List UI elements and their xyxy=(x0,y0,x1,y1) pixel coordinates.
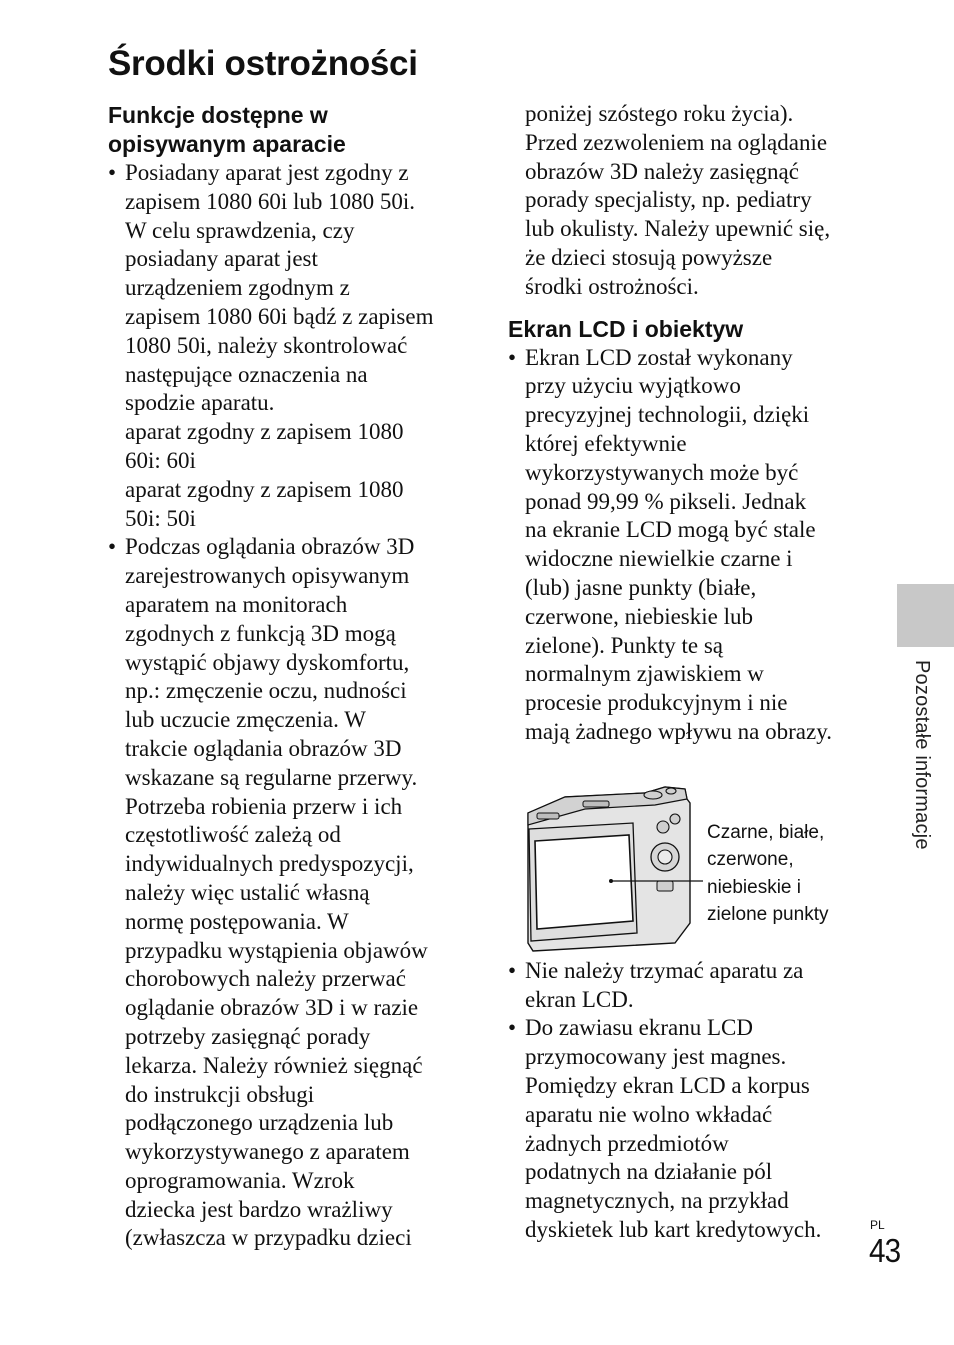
text-line: widoczne niewielkie czarne i xyxy=(525,546,793,572)
text-line: której efektywnie xyxy=(525,430,687,456)
text-line: czerwone, niebieskie lub xyxy=(525,603,753,629)
text-line: (lub) jasne punkty (białe, xyxy=(525,574,757,600)
page-title: Środki ostrożności xyxy=(108,44,418,83)
text-line: chorobowych należy przerwać xyxy=(125,966,406,992)
text-line: obrazów 3D należy zasięgnąć xyxy=(525,158,799,184)
text-line: lekarza. Należy również sięgnąć xyxy=(125,1052,423,1078)
text-line: spodzie aparatu. xyxy=(125,390,275,416)
text-line: W celu sprawdzenia, czy xyxy=(125,217,355,243)
text-line: dyskietek lub kart kredytowych. xyxy=(525,1216,822,1242)
text-line: zielone). Punkty te są xyxy=(525,632,724,658)
text-line: podłączonego urządzenia lub xyxy=(125,1110,394,1136)
heading-line: Funkcje dostępne w xyxy=(108,102,328,128)
text-line: przy użyciu wyjątkowo xyxy=(525,373,741,399)
text-line: wykorzystywanych może być xyxy=(525,459,799,485)
text-line: aparat zgodny z zapisem 1080 xyxy=(125,476,404,502)
text-line: normę postępowania. W xyxy=(125,908,349,934)
text-line: normalnym zjawiskiem w xyxy=(525,661,764,687)
text-line: lub okulisty. Należy upewnić się, xyxy=(525,216,831,242)
lcd-dots-callout xyxy=(707,819,877,929)
left-column xyxy=(108,101,458,1253)
text-line: przymocowany jest magnes. xyxy=(525,1044,787,1070)
text-line: wystąpić objawy dyskomfortu, xyxy=(125,649,410,675)
callout-line: czerwone, xyxy=(707,849,794,871)
text-line: Przed zezwoleniem na oglądanie xyxy=(525,129,828,155)
text-line: precyzyjnej technologii, dzięki xyxy=(525,402,810,428)
text-line: Do zawiasu ekranu LCD xyxy=(525,1015,754,1041)
text-line: przypadku wystąpienia objawów xyxy=(125,937,428,963)
text-line: podatnych na działanie pól xyxy=(525,1159,773,1185)
text-line: poniżej szóstego roku życia). xyxy=(525,101,794,126)
bullet-dot: • xyxy=(108,160,117,185)
text-line: częstotliwość zależą od xyxy=(125,822,341,848)
bullet-magnet xyxy=(508,1014,858,1244)
text-line: Potrzeba robienia przerw i ich xyxy=(125,793,403,819)
text-line: żadnych przedmiotów xyxy=(525,1130,729,1156)
bullet-1080-compat xyxy=(108,159,458,533)
text-line: porady specjalisty, np. pediatry xyxy=(525,187,812,213)
text-line: dziecka jest bardzo wrażliwy xyxy=(125,1196,393,1222)
bullet-dot: • xyxy=(508,1015,517,1041)
text-line: 60i: 60i xyxy=(125,447,196,473)
text-line: magnetycznych, na przykład xyxy=(525,1188,789,1214)
text-line: Posiadany aparat jest zgodny z xyxy=(125,160,409,185)
text-line: posiadany aparat jest xyxy=(125,246,318,272)
bullet-lcd-pixels xyxy=(508,344,858,747)
text-line: następujące oznaczenia na xyxy=(125,361,368,387)
text-line: zgodnych z funkcją 3D mogą xyxy=(125,620,396,646)
text-line: wykorzystywanego z aparatem xyxy=(125,1139,410,1165)
text-line: zapisem 1080 60i lub 1080 50i. xyxy=(125,188,416,214)
text-line: należy więc ustalić własną xyxy=(125,879,370,905)
callout-line: Czarne, białe, xyxy=(707,821,825,843)
text-line: Nie należy trzymać aparatu za xyxy=(525,957,804,983)
camera-back-drawing xyxy=(525,783,705,953)
section-heading-lcd: Ekran LCD i obiektyw xyxy=(508,315,744,342)
text-line: urządzeniem zgodnym z xyxy=(125,275,350,301)
camera-lcd-illustration xyxy=(525,783,954,953)
text-line: zapisem 1080 60i bądź z zapisem xyxy=(125,303,434,329)
right-column xyxy=(508,100,858,1245)
callout-line: zielone punkty xyxy=(707,904,829,926)
text-line: procesie produkcyjnym i nie xyxy=(525,690,788,716)
text-line: 1080 50i, należy skontrolować xyxy=(125,332,408,358)
continuation-paragraph xyxy=(508,100,858,302)
bullet-3d-viewing xyxy=(108,533,458,1253)
text-line: potrzeby zasięgnąć porady xyxy=(125,1023,371,1049)
text-line: wskazane są regularne przerwy. xyxy=(125,764,418,790)
section-tab-marker xyxy=(897,584,954,647)
text-line: Podczas oglądania obrazów 3D xyxy=(125,534,415,560)
text-line: (zwłaszcza w przypadku dzieci xyxy=(125,1225,412,1251)
text-line: indywidualnych predyspozycji, xyxy=(125,851,414,877)
text-line: np.: zmęczenie oczu, nudności xyxy=(125,678,407,704)
text-line: aparatem na monitorach xyxy=(125,591,348,617)
text-line: lub uczucie zmęczenia. W xyxy=(125,707,366,733)
text-line: 50i: 50i xyxy=(125,505,196,531)
text-line: Pomiędzy ekran LCD a korpus xyxy=(525,1072,810,1098)
text-line: ponad 99,99 % pikseli. Jednak xyxy=(525,488,807,514)
text-line: na ekranie LCD mogą być stale xyxy=(525,517,816,543)
language-code: PL xyxy=(870,1218,885,1232)
bullet-dot: • xyxy=(108,534,117,560)
text-line: trakcie oglądania obrazów 3D xyxy=(125,735,402,761)
text-line: aparatu nie wolno wkładać xyxy=(525,1101,773,1127)
callout-line: niebieskie i xyxy=(707,876,801,898)
text-line: Ekran LCD został wykonany xyxy=(525,344,793,370)
text-line: oprogramowania. Wzrok xyxy=(125,1167,355,1193)
text-line: oglądanie obrazów 3D i w razie xyxy=(125,995,419,1021)
bullet-dot: • xyxy=(508,957,517,983)
text-line: do instrukcji obsługi xyxy=(125,1081,315,1107)
text-line: że dzieci stosują powyższe xyxy=(525,244,773,270)
bullet-hold-camera xyxy=(508,957,858,1015)
text-line: mają żadnego wpływu na obrazy. xyxy=(525,718,832,744)
text-line: ekran LCD. xyxy=(525,986,634,1012)
bullet-dot: • xyxy=(508,344,517,370)
text-line: zarejestrowanych opisywanym xyxy=(125,563,410,589)
text-line: aparat zgodny z zapisem 1080 xyxy=(125,419,404,445)
section-heading-functions xyxy=(108,101,458,159)
page-number: 43 xyxy=(869,1232,901,1269)
text-line: środki ostrożności. xyxy=(525,273,699,299)
heading-line: opisywanym aparacie xyxy=(108,131,346,157)
section-side-label: Pozostałe informacje xyxy=(911,660,933,850)
